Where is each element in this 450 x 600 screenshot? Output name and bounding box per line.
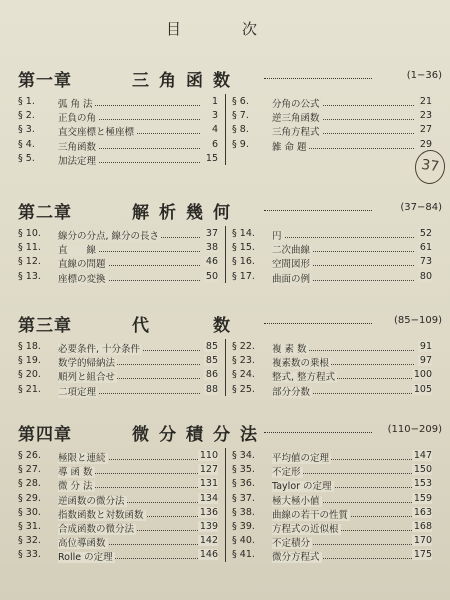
page-number: 170 bbox=[413, 535, 432, 547]
toc-entry[interactable] bbox=[18, 535, 218, 549]
section-number: § 13. bbox=[18, 270, 41, 282]
page-number: 21 bbox=[419, 96, 432, 107]
page-number: 3 bbox=[211, 110, 218, 122]
section-title: 三角函数 bbox=[58, 141, 97, 153]
section-title: 加法定理 bbox=[58, 155, 97, 167]
page-number: 85 bbox=[205, 355, 218, 367]
section-number: § 6. bbox=[232, 96, 249, 107]
toc-entry[interactable] bbox=[18, 96, 218, 110]
section-title: 微 分 法 bbox=[58, 481, 93, 493]
chapter-page-range: (85−109) bbox=[394, 315, 442, 326]
section-title: 部分分数 bbox=[272, 386, 311, 398]
section-title: 不定積分 bbox=[272, 538, 311, 550]
toc-entry[interactable] bbox=[18, 549, 218, 563]
section-number: § 24. bbox=[232, 369, 255, 381]
chapter-heading bbox=[14, 198, 442, 223]
page-number: 37 bbox=[205, 228, 218, 239]
toc-entry[interactable] bbox=[18, 450, 218, 464]
toc-entry[interactable] bbox=[18, 256, 218, 270]
section-title: 逆函数の微分法 bbox=[58, 495, 125, 507]
section-title: 座標の変換 bbox=[58, 273, 106, 285]
chapter-heading bbox=[14, 420, 442, 445]
page-number: 110 bbox=[199, 450, 218, 461]
toc-entry[interactable] bbox=[18, 124, 218, 138]
section-title: Rolle の定理 bbox=[58, 552, 113, 564]
column-divider bbox=[225, 339, 226, 396]
section-number: § 15. bbox=[232, 242, 255, 254]
section-number: § 28. bbox=[18, 478, 41, 490]
section-title: 円 bbox=[272, 231, 282, 242]
section-number: § 17. bbox=[232, 270, 255, 282]
chapter-name: 微分積分法 bbox=[132, 425, 267, 445]
section-number: § 36. bbox=[232, 478, 255, 490]
page-number: 100 bbox=[413, 369, 432, 381]
page-number: 50 bbox=[205, 270, 218, 282]
section-number: § 30. bbox=[18, 506, 41, 518]
toc-entry[interactable] bbox=[18, 369, 218, 383]
toc-entry[interactable] bbox=[232, 369, 432, 383]
toc-entry[interactable] bbox=[18, 139, 218, 153]
section-title: 必要条件, 十分条件 bbox=[58, 344, 141, 355]
page-number: 127 bbox=[199, 464, 218, 476]
chapter-number: 第二章 bbox=[18, 203, 72, 223]
section-number: § 12. bbox=[18, 256, 41, 268]
section-number: § 40. bbox=[232, 535, 255, 547]
page-number: 150 bbox=[413, 464, 432, 476]
section-number: § 33. bbox=[18, 549, 41, 561]
chapter-number: 第四章 bbox=[18, 425, 72, 445]
page-number: 136 bbox=[199, 506, 218, 518]
section-title: 二次曲線 bbox=[272, 245, 311, 257]
toc-entry[interactable] bbox=[18, 242, 218, 256]
section-number: § 4. bbox=[18, 138, 35, 150]
toc-entry[interactable] bbox=[232, 228, 432, 242]
section-column-left bbox=[18, 341, 218, 398]
section-number: § 29. bbox=[18, 492, 41, 504]
chapter-page-range: (1−36) bbox=[406, 70, 442, 81]
section-number: § 41. bbox=[232, 549, 255, 561]
page-number: 91 bbox=[419, 341, 432, 352]
section-title: 曲線の若干の性質 bbox=[272, 509, 349, 521]
section-title: 弧 角 法 bbox=[58, 99, 93, 110]
page-number: 163 bbox=[413, 506, 432, 518]
section-title: 複 素 数 bbox=[272, 344, 307, 355]
toc-entry[interactable] bbox=[232, 242, 432, 256]
section-title: 曲面の例 bbox=[272, 273, 311, 285]
section-title: 微分方程式 bbox=[272, 552, 320, 564]
page-number: 159 bbox=[413, 492, 432, 504]
toc-entry[interactable] bbox=[18, 521, 218, 535]
toc-entry[interactable] bbox=[18, 464, 218, 478]
section-number: § 38. bbox=[232, 506, 255, 518]
chapter-name: 三角函数 bbox=[132, 71, 240, 91]
section-number: § 3. bbox=[18, 124, 35, 136]
section-title: 合成函数の微分法 bbox=[58, 523, 135, 535]
column-divider bbox=[225, 226, 226, 283]
section-number: § 8. bbox=[232, 124, 249, 136]
section-number: § 9. bbox=[232, 138, 249, 150]
section-number: § 22. bbox=[232, 341, 255, 352]
page-number: 153 bbox=[413, 478, 432, 490]
page-number: 105 bbox=[413, 383, 432, 395]
toc-entry[interactable] bbox=[232, 355, 432, 369]
page-number: 23 bbox=[419, 110, 432, 122]
chapter-name: 代 数 bbox=[132, 316, 240, 336]
toc-entry[interactable] bbox=[232, 464, 432, 478]
chapter-number: 第三章 bbox=[18, 316, 72, 336]
page-number: 139 bbox=[199, 520, 218, 532]
page-number: 29 bbox=[419, 138, 432, 150]
chapter-number: 第一章 bbox=[18, 71, 72, 91]
section-number: § 2. bbox=[18, 110, 35, 122]
toc-entry[interactable] bbox=[18, 355, 218, 369]
toc-entry[interactable] bbox=[18, 478, 218, 492]
section-number: § 1. bbox=[18, 96, 35, 107]
section-number: § 23. bbox=[232, 355, 255, 367]
page-number: 6 bbox=[211, 138, 218, 150]
chapter-heading bbox=[14, 66, 442, 91]
section-title: 線分の分点, 線分の長さ bbox=[58, 231, 160, 242]
page-number: 38 bbox=[205, 242, 218, 254]
section-title: 方程式の近似根 bbox=[272, 523, 339, 535]
page-number: 86 bbox=[205, 369, 218, 381]
toc-entry[interactable] bbox=[232, 478, 432, 492]
section-column-right bbox=[232, 96, 432, 153]
page-number: 131 bbox=[199, 478, 218, 490]
toc-entry[interactable] bbox=[232, 535, 432, 549]
section-title: 複素数の乗根 bbox=[272, 358, 330, 370]
page-number: 97 bbox=[419, 355, 432, 367]
section-number: § 11. bbox=[18, 242, 41, 254]
column-divider bbox=[225, 94, 226, 165]
page-number: 134 bbox=[199, 492, 218, 504]
page-number: 61 bbox=[419, 242, 432, 254]
page-number: 146 bbox=[199, 549, 218, 561]
toc-entry[interactable] bbox=[232, 493, 432, 507]
section-number: § 14. bbox=[232, 228, 255, 239]
page-number: 80 bbox=[419, 270, 432, 282]
page-number: 46 bbox=[205, 256, 218, 268]
toc-entry[interactable] bbox=[232, 139, 432, 153]
section-title: 不定形 bbox=[272, 467, 301, 479]
toc-entry[interactable] bbox=[232, 549, 432, 563]
handwritten-page-number: 37 bbox=[413, 148, 447, 186]
toc-entry[interactable] bbox=[232, 341, 432, 355]
section-title: 空間図形 bbox=[272, 259, 311, 271]
page-number: 175 bbox=[413, 549, 432, 561]
toc-entry[interactable] bbox=[232, 124, 432, 138]
section-number: § 19. bbox=[18, 355, 41, 367]
section-column-left bbox=[18, 450, 218, 564]
section-number: § 21. bbox=[18, 383, 41, 395]
section-column-left bbox=[18, 228, 218, 285]
leader-dots bbox=[264, 323, 372, 324]
section-title: 極大極小値 bbox=[272, 495, 320, 507]
page-number: 168 bbox=[413, 520, 432, 532]
chapter-page-range: (110−209) bbox=[387, 424, 442, 435]
chapter-page-range: (37−84) bbox=[400, 202, 442, 213]
section-title: 指数函数と対数函数 bbox=[58, 509, 144, 521]
section-number: § 7. bbox=[232, 110, 249, 122]
section-title: 平均値の定理 bbox=[272, 453, 330, 464]
section-title: 三角方程式 bbox=[272, 127, 320, 139]
section-number: § 31. bbox=[18, 520, 41, 532]
section-number: § 5. bbox=[18, 152, 35, 164]
section-title: 二項定理 bbox=[58, 386, 97, 398]
section-column-right bbox=[232, 228, 432, 285]
toc-entry[interactable] bbox=[232, 450, 432, 464]
section-title: 数学的帰納法 bbox=[58, 358, 116, 370]
toc-entry[interactable] bbox=[232, 110, 432, 124]
page-number: 52 bbox=[419, 228, 432, 239]
title-char-1: 目 bbox=[166, 20, 184, 38]
section-number: § 20. bbox=[18, 369, 41, 381]
section-number: § 16. bbox=[232, 256, 255, 268]
section-number: § 18. bbox=[18, 341, 41, 352]
section-title: 正負の角 bbox=[58, 113, 97, 125]
toc-entry[interactable] bbox=[232, 256, 432, 270]
toc-entry[interactable] bbox=[18, 271, 218, 285]
page-number: 73 bbox=[419, 256, 432, 268]
page-number: 27 bbox=[419, 124, 432, 136]
page-number: 4 bbox=[211, 124, 218, 136]
section-column-left bbox=[18, 96, 218, 167]
page-number: 142 bbox=[199, 535, 218, 547]
toc-entry[interactable] bbox=[232, 507, 432, 521]
toc-entry[interactable] bbox=[232, 521, 432, 535]
toc-entry[interactable] bbox=[232, 384, 432, 398]
toc-entry[interactable] bbox=[18, 384, 218, 398]
section-number: § 34. bbox=[232, 450, 255, 461]
section-column-right bbox=[232, 341, 432, 398]
section-title: 雑 命 題 bbox=[272, 141, 307, 153]
page-number: 147 bbox=[413, 450, 432, 461]
leader-dots bbox=[264, 432, 372, 433]
section-title: 直線の問題 bbox=[58, 259, 106, 271]
toc-entry[interactable] bbox=[18, 110, 218, 124]
section-title: 整式, 整方程式 bbox=[272, 372, 336, 384]
page-number: 85 bbox=[205, 341, 218, 352]
toc-entry[interactable] bbox=[18, 493, 218, 507]
toc-entry[interactable] bbox=[232, 271, 432, 285]
section-number: § 26. bbox=[18, 450, 41, 461]
toc-entry[interactable] bbox=[18, 507, 218, 521]
toc-entry[interactable] bbox=[18, 341, 218, 355]
section-title: 直交座標と極座標 bbox=[58, 127, 135, 139]
section-title: 極限と連続 bbox=[58, 453, 106, 464]
section-number: § 32. bbox=[18, 535, 41, 547]
section-title: 高位導函数 bbox=[58, 538, 106, 550]
section-number: § 35. bbox=[232, 464, 255, 476]
section-title: 分角の公式 bbox=[272, 99, 320, 110]
section-title: 直 線 bbox=[58, 245, 97, 257]
section-number: § 27. bbox=[18, 464, 41, 476]
chapter-heading bbox=[14, 311, 442, 336]
toc-entry[interactable] bbox=[232, 96, 432, 110]
leader-dots bbox=[264, 78, 372, 79]
section-number: § 39. bbox=[232, 520, 255, 532]
section-title: 逆三角函数 bbox=[272, 113, 320, 125]
leader-dots bbox=[264, 210, 372, 211]
page-number: 1 bbox=[211, 96, 218, 107]
toc-entry[interactable] bbox=[18, 153, 218, 167]
section-number: § 10. bbox=[18, 228, 41, 239]
title-char-2: 次 bbox=[242, 20, 260, 38]
page-number: 15 bbox=[205, 152, 218, 164]
section-number: § 37. bbox=[232, 492, 255, 504]
toc-entry[interactable] bbox=[18, 228, 218, 242]
section-title: 順列と組合せ bbox=[58, 372, 116, 384]
section-title: 導 函 数 bbox=[58, 467, 93, 479]
section-title: Taylor の定理 bbox=[272, 481, 332, 493]
section-number: § 25. bbox=[232, 383, 255, 395]
leader-dots bbox=[272, 237, 414, 238]
section-column-right bbox=[232, 450, 432, 564]
chapter-name: 解析幾何 bbox=[132, 203, 240, 223]
page-number: 88 bbox=[205, 383, 218, 395]
column-divider bbox=[225, 448, 226, 562]
